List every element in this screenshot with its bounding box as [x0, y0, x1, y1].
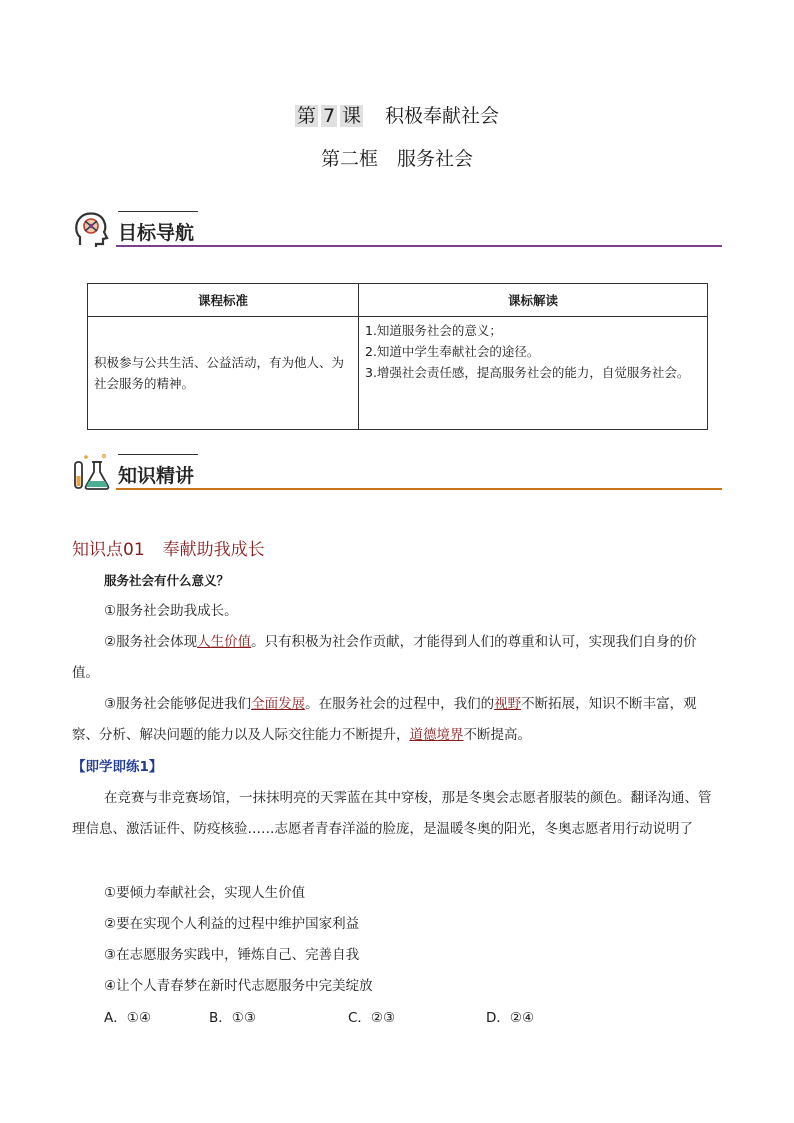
curriculum-table: [87, 283, 708, 430]
option-d[interactable]: D．②④: [486, 1010, 535, 1026]
statement-4: ④让个人青春梦在新时代志愿服务中完美绽放: [104, 978, 373, 994]
text-span: 不断拓展，知识不断丰富，观察、分析、解决问题的能力以及人际交往能力不断提升，: [72, 696, 697, 743]
list-item: 1.知道服务社会的意义；: [365, 323, 502, 338]
section-label: 目标导航: [118, 222, 195, 244]
head-brain-icon: [72, 209, 112, 249]
section-label: 知识精讲: [118, 465, 195, 487]
option-b[interactable]: B．①③: [209, 1010, 256, 1026]
statement-1: ①要倾力奉献社会，实现人生价值: [104, 885, 306, 901]
frame-title: 第二框 服务社会: [320, 148, 473, 170]
lesson-prefix: 第: [296, 105, 316, 127]
table-cell-interpretation: [359, 317, 708, 430]
point-3: [72, 689, 722, 751]
lesson-title: [0, 101, 794, 128]
lesson-suffix: 课: [342, 105, 362, 127]
section-header-goal: [72, 209, 722, 249]
question-text: 服务社会有什么意义？: [104, 573, 230, 588]
table-header-row: [88, 284, 708, 317]
statement-3: ③在志愿服务实践中，锤炼自己、完善自我: [104, 947, 360, 963]
knowledge-point-id: 知识点01: [72, 540, 145, 560]
header-top-line: [118, 454, 198, 455]
key-term: 人生价值: [197, 634, 252, 650]
key-term: 全面发展: [251, 696, 306, 712]
point-2: [72, 627, 722, 689]
text-span: 不断提高。: [463, 727, 531, 743]
key-term: 视野: [494, 696, 522, 712]
knowledge-point-title: [72, 535, 265, 560]
text-span: ②服务社会体现: [104, 634, 198, 650]
exercise-stem: 在竞赛与非竞赛场馆，一抹抹明亮的天霁蓝在其中穿梭，那是冬奥会志愿者服装的颜色。翻译沟通、管理信息、激活证件、防疫核验……志愿者青春洋溢的脸庞，是温暖冬奥的阳光，冬奥志愿者用行动说明了: [72, 790, 712, 837]
exercise-tag: 【即学即练1】: [72, 759, 163, 775]
option-a[interactable]: A．①④: [104, 1010, 151, 1026]
section-header-knowledge: [72, 452, 722, 492]
header-rule: [116, 488, 722, 490]
point-1: ①服务社会助我成长。: [104, 603, 238, 619]
option-c[interactable]: C．②③: [348, 1010, 396, 1026]
table-row: [88, 317, 708, 430]
lesson-name: 积极奉献社会: [385, 105, 500, 127]
text-span: ③服务社会能够促进我们: [104, 696, 252, 712]
knowledge-point-name: 奉献助我成长: [162, 540, 265, 560]
text-span: 。只有积极为社会作贡献，才能得到人们的尊重和认可，实现我们自身的价值。: [72, 634, 697, 681]
key-term: 道德境界: [409, 727, 464, 743]
statement-2: ②要在实现个人利益的过程中维护国家利益: [104, 916, 360, 932]
lesson-number: 7: [322, 105, 336, 127]
list-item: 3.增强社会责任感，提高服务社会的能力，自觉服务社会。: [365, 365, 690, 380]
list-item: 2.知道中学生奉献社会的途径。: [365, 344, 540, 359]
flask-icon: [72, 452, 112, 492]
table-header-interpretation: 课标解读: [359, 284, 708, 317]
header-top-line: [118, 211, 198, 212]
table-header-standard: 课程标准: [88, 284, 359, 317]
table-cell-standard: 积极参与公共生活、公益活动，有为他人、为社会服务的精神。: [88, 317, 359, 430]
header-rule: [116, 245, 722, 247]
text-span: 。在服务社会的过程中，我们的: [305, 696, 495, 712]
